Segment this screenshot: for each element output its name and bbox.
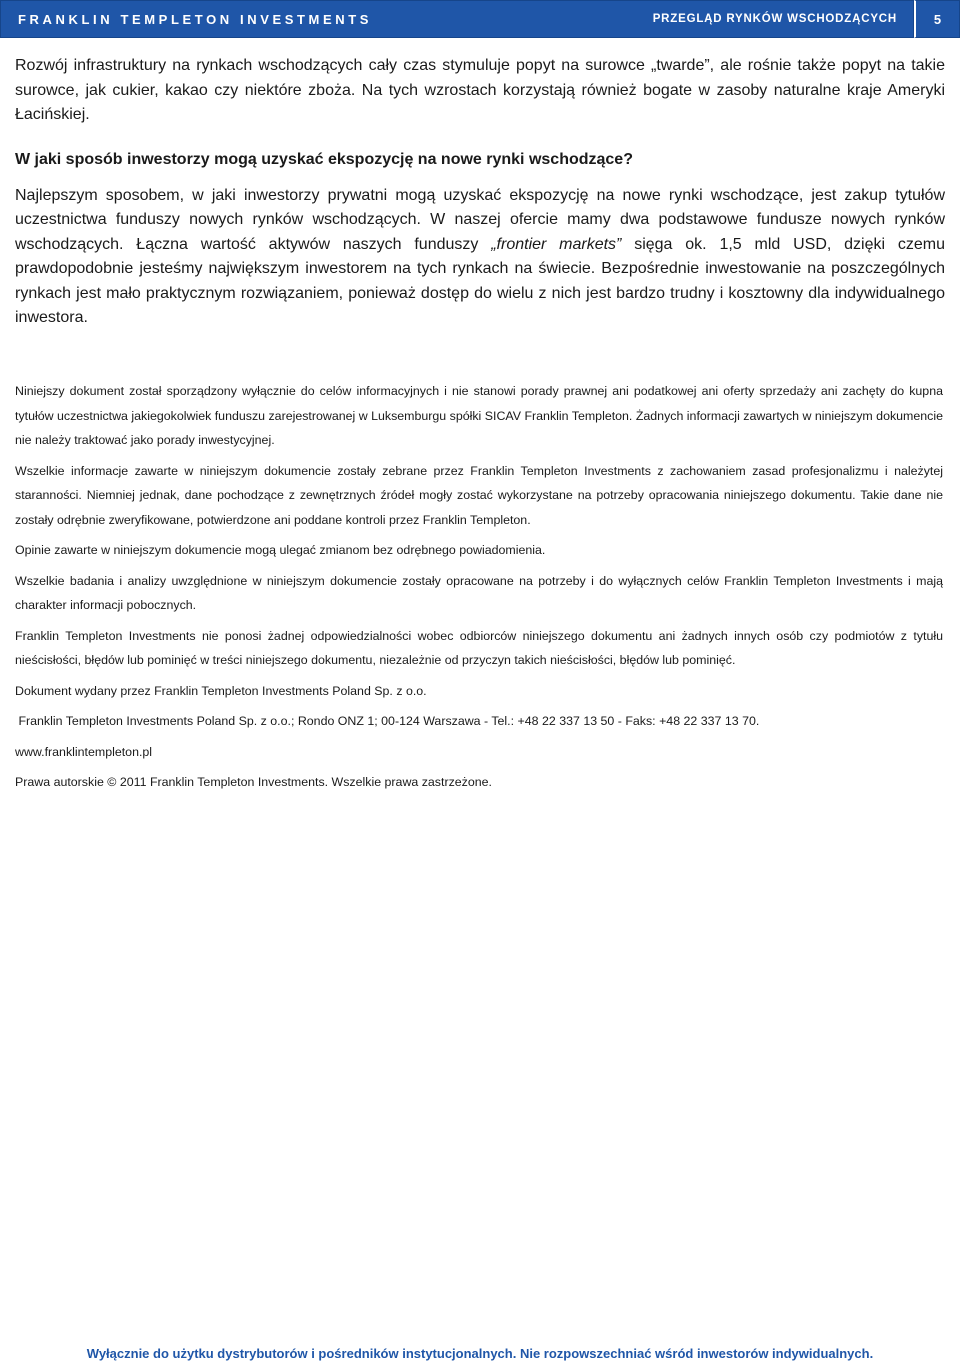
answer-italic-term: „frontier markets” (491, 235, 622, 253)
answer-text-start: Najlepszym sposobem, w jaki inwestorzy prywatni mogą uzyskać ekspozycję na nowe rynki wschodzące, jest zakup tytułów uczestnictwa funduszy nowych rynków wschodzących. W naszej ofercie mamy dwa podstawowe fundusze nowych rynków wschodzących. Łączna wartość aktywów naszych funduszy (15, 186, 945, 253)
brand-name: FRANKLIN TEMPLETON INVESTMENTS (18, 11, 373, 27)
website-link[interactable]: www.franklintempleton.pl (15, 744, 153, 759)
page-header (0, 0, 960, 38)
disclaimer-section (15, 379, 943, 801)
contact-line: Franklin Templeton Investments Poland Sp. z o.o.; Rondo ONZ 1; 00-124 Warszawa - Tel.: +48 22 337 13 50 - Faks: +48 22 337 13 70. (15, 714, 760, 728)
answer-paragraph (15, 184, 945, 331)
section-title: PRZEGLĄD RYNKÓW WSCHODZĄCYCH (652, 13, 897, 25)
answer-text-end: sięga ok. 1,5 mld USD, dzięki czemu prawdopodobnie jesteśmy największym inwestorem na tych rynkach na świecie. Bezpośrednie inwestowanie na poszczególnych rynkach jest mało praktycznym rozwiązaniem, ponieważ dostęp do wielu z nich jest bardzo trudny i kosztowny dla indywidualnego inwestora. (15, 235, 946, 326)
page-number: 5 (914, 0, 960, 38)
footer-notice: Wyłącznie do użytku dystrybutorów i pośredników instytucjonalnych. Nie rozpowszechniać wśród inwestorów indywidualnych. (86, 1346, 874, 1361)
issuer-line: Dokument wydany przez Franklin Templeton Investments Poland Sp. z o.o. (15, 683, 427, 698)
header-bar (0, 0, 914, 38)
disclaimer-paragraph: Wszelkie badania i analizy uwzględnione w niniejszym dokumencie zostały opracowane na potrzeby i do wyłącznych celów Franklin Templeton Investments i mają charakter informacji pobocznych. (15, 573, 943, 612)
disclaimer-paragraph: Wszelkie informacje zawarte w niniejszym dokumencie zostały zebrane przez Franklin Templeton Investments z zachowaniem zasad profesjonalizmu i należytej staranności. Niemniej jednak, dane pochodzące z zewnętrznych źródeł mogły zostać wykorzystane na potrzeby opracowania niniejszego dokumentu. Takie dane nie zostały odrębnie zweryfikowane, potwierdzone ani poddane kontroli przez Franklin Templeton. (15, 463, 943, 527)
copyright-line: Prawa autorskie © 2011 Franklin Templeton Investments. Wszelkie prawa zastrzeżone. (15, 775, 492, 789)
disclaimer-paragraph: Franklin Templeton Investments nie ponosi żadnej odpowiedzialności wobec odbiorców niniejszego dokumentu ani żadnych innych osób czy podmiotów z tytułu nieścisłości, błędów lub pominięć w treści niniejszego dokumentu, niezależnie od przyczyn takich nieścisłości, błędów lub pominięć. (15, 628, 943, 667)
disclaimer-paragraph: Niniejszy dokument został sporządzony wyłącznie do celów informacyjnych i nie stanowi porady prawnej ani podatkowej ani oferty sprzedaży ani zachęty do kupna tytułów uczestnictwa jakiegokolwiek funduszu zarejestrowanej w Luksemburgu spółki SICAV Franklin Templeton. Żadnych informacji zawartych w niniejszym dokumencie nie należy traktować jako porady inwestycyjnej. (15, 384, 943, 447)
section-question: W jaki sposób inwestorzy mogą uzyskać ekspozycję na nowe rynki wschodzące? (15, 150, 633, 168)
main-content (15, 54, 945, 331)
intro-paragraph: Rozwój infrastruktury na rynkach wschodzących cały czas stymuluje popyt na surowce „twarde”, ale rośnie także popyt na takie surowce, jak cukier, kakao czy niektóre zboża. Na tych wzrostach korzystają również bogate w zasoby naturalne kraje Ameryki Łacińskiej. (15, 57, 945, 123)
disclaimer-paragraph: Opinie zawarte w niniejszym dokumencie mogą ulegać zmianom bez odrębnego powiadomienia. (15, 543, 546, 557)
